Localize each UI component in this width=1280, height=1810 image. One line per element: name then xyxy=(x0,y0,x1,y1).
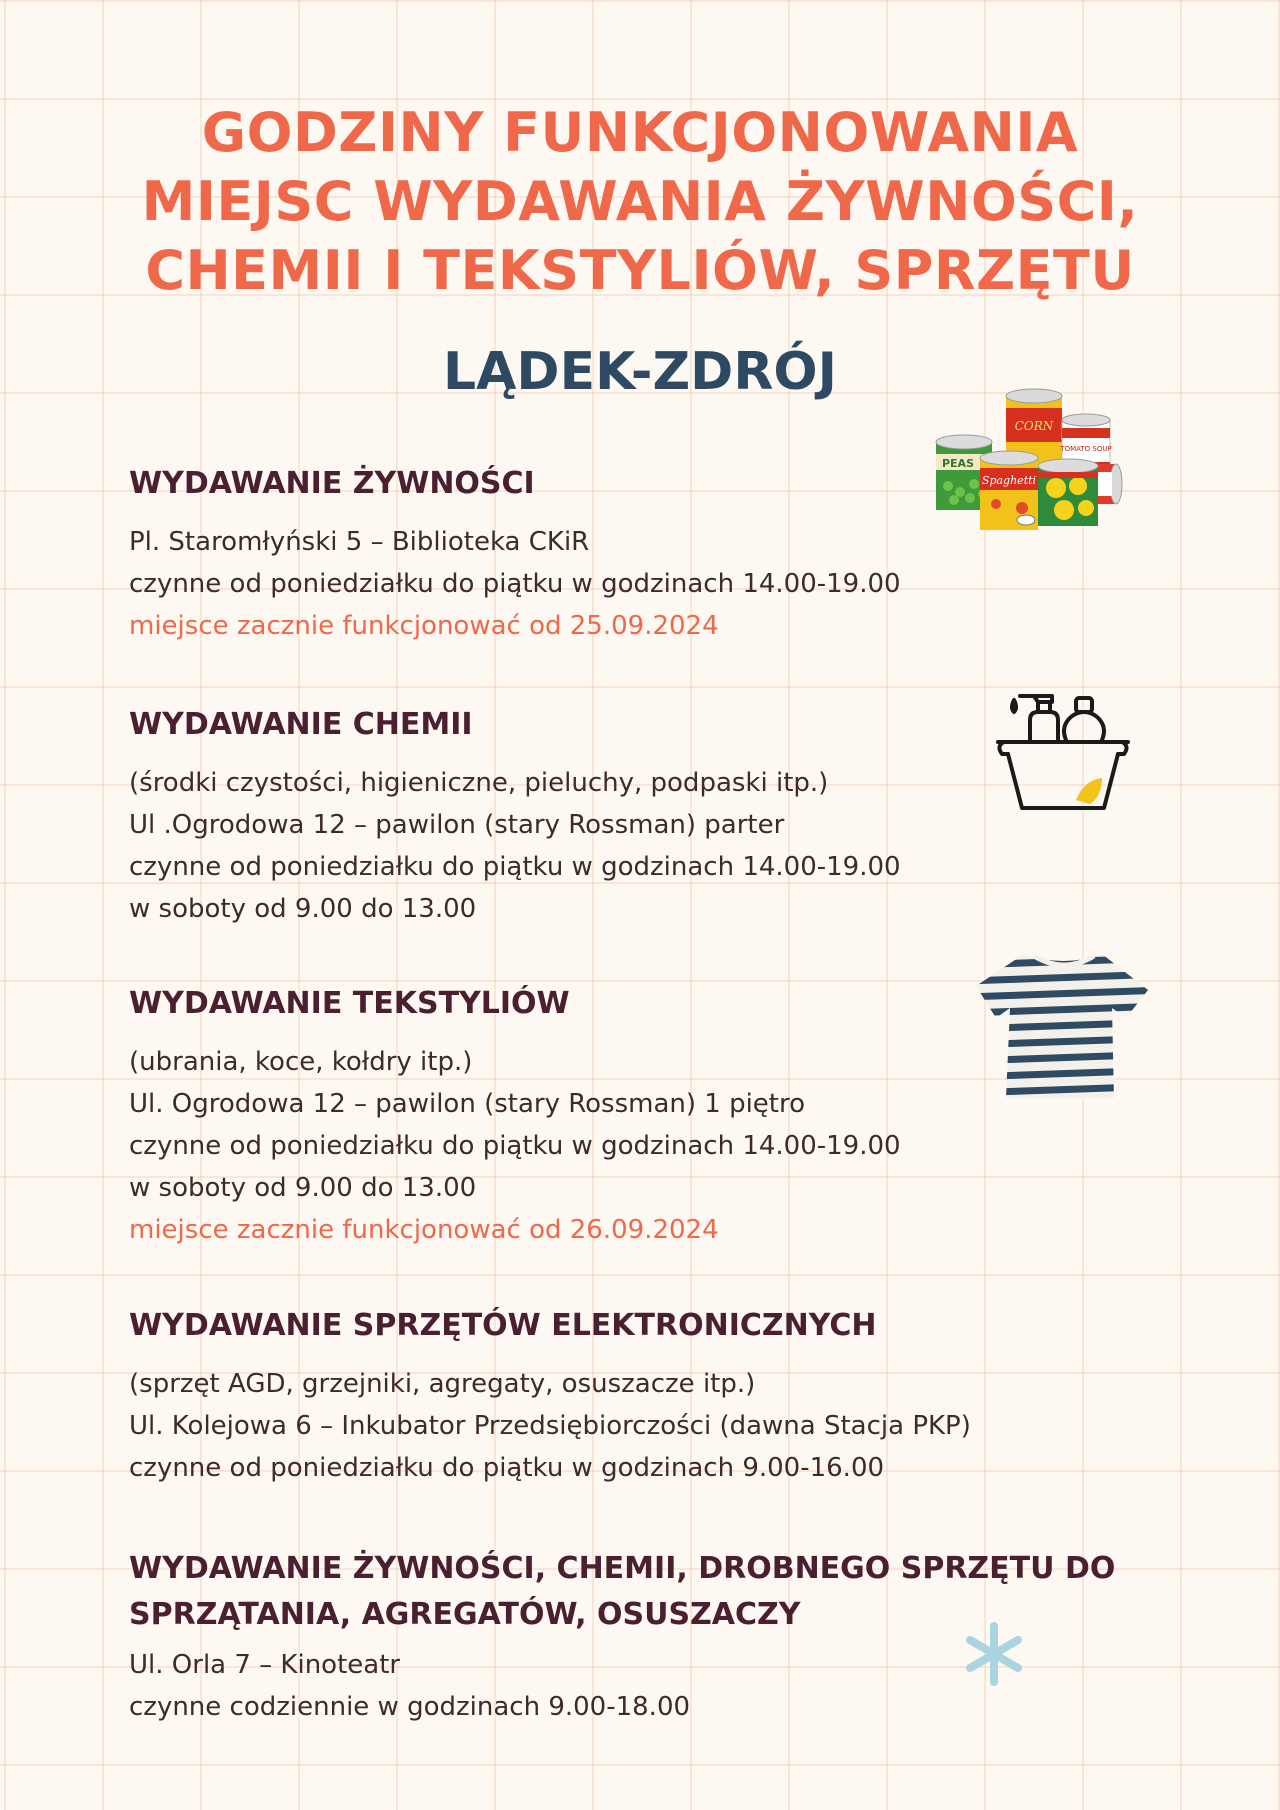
can-label-peas: PEAS xyxy=(941,457,975,470)
section-heading-line-2: SPRZĄTANIA, AGREGATÓW, OSUSZACZY xyxy=(129,1597,801,1632)
section-heading-line-1: WYDAWANIE ŻYWNOŚCI, CHEMII, DROBNEGO SPRZĘTU DO xyxy=(129,1551,1116,1586)
section-hours: czynne od poniedziałku do piątku w godzinach 14.00-19.00 xyxy=(129,569,901,599)
section-address: Ul. Ogrodowa 12 – pawilon (stary Rossman) 1 piętro xyxy=(129,1089,806,1119)
section-heading: WYDAWANIE TEKSTYLIÓW xyxy=(129,986,570,1021)
section-saturday-hours: w soboty od 9.00 do 13.00 xyxy=(129,1173,477,1203)
section-chemicals xyxy=(129,702,1129,930)
title-line-2: MIEJSC WYDAWANIA ŻYWNOŚCI, xyxy=(141,170,1139,233)
section-description: (sprzęt AGD, grzejniki, agregaty, osuszacze itp.) xyxy=(129,1369,756,1399)
section-hours: czynne od poniedziałku do piątku w godzinach 14.00-19.00 xyxy=(129,1131,901,1161)
section-electronics xyxy=(129,1303,1129,1489)
city-name: LĄDEK-ZDRÓJ xyxy=(443,342,837,402)
page-title xyxy=(0,98,1280,305)
can-label-tomato: TOMATO SOUP xyxy=(1060,445,1112,453)
can-label-corn: CORN xyxy=(1014,419,1054,433)
canned-food-icon xyxy=(930,388,1140,538)
cleaning-basket-icon xyxy=(990,672,1140,822)
section-hours: czynne od poniedziałku do piątku w godzinach 14.00-19.00 xyxy=(129,852,901,882)
section-address: Ul. Kolejowa 6 – Inkubator Przedsiębiorczości (dawna Stacja PKP) xyxy=(129,1411,971,1441)
section-hours: czynne codziennie w godzinach 9.00-18.00 xyxy=(129,1692,691,1722)
section-address: Ul. Orla 7 – Kinoteatr xyxy=(129,1650,401,1680)
section-heading: WYDAWANIE SPRZĘTÓW ELEKTRONICZNYCH xyxy=(129,1308,877,1343)
section-note: miejsce zacznie funkcjonować od 26.09.2024 xyxy=(129,1215,719,1245)
section-address: Ul .Ogrodowa 12 – pawilon (stary Rossman) parter xyxy=(129,810,785,840)
asterisk-icon xyxy=(962,1622,1026,1686)
title-line-1: GODZINY FUNKCJONOWANIA xyxy=(201,101,1079,164)
section-description: (ubrania, koce, kołdry itp.) xyxy=(129,1047,473,1077)
section-description: (środki czystości, higieniczne, pieluchy, podpaski itp.) xyxy=(129,768,829,798)
section-heading: WYDAWANIE CHEMII xyxy=(129,707,473,742)
section-address: Pl. Staromłyński 5 – Biblioteka CKiR xyxy=(129,527,590,557)
section-note: miejsce zacznie funkcjonować od 25.09.2024 xyxy=(129,611,719,641)
title-line-3: CHEMII I TEKSTYLIÓW, SPRZĘTU xyxy=(145,239,1135,302)
section-hours: czynne od poniedziałku do piątku w godzinach 9.00-16.00 xyxy=(129,1453,885,1483)
striped-shirt-icon xyxy=(976,946,1156,1106)
can-label-spaghetti: Spaghetti xyxy=(981,474,1037,487)
section-heading: WYDAWANIE ŻYWNOŚCI xyxy=(129,466,535,501)
section-saturday-hours: w soboty od 9.00 do 13.00 xyxy=(129,894,477,924)
